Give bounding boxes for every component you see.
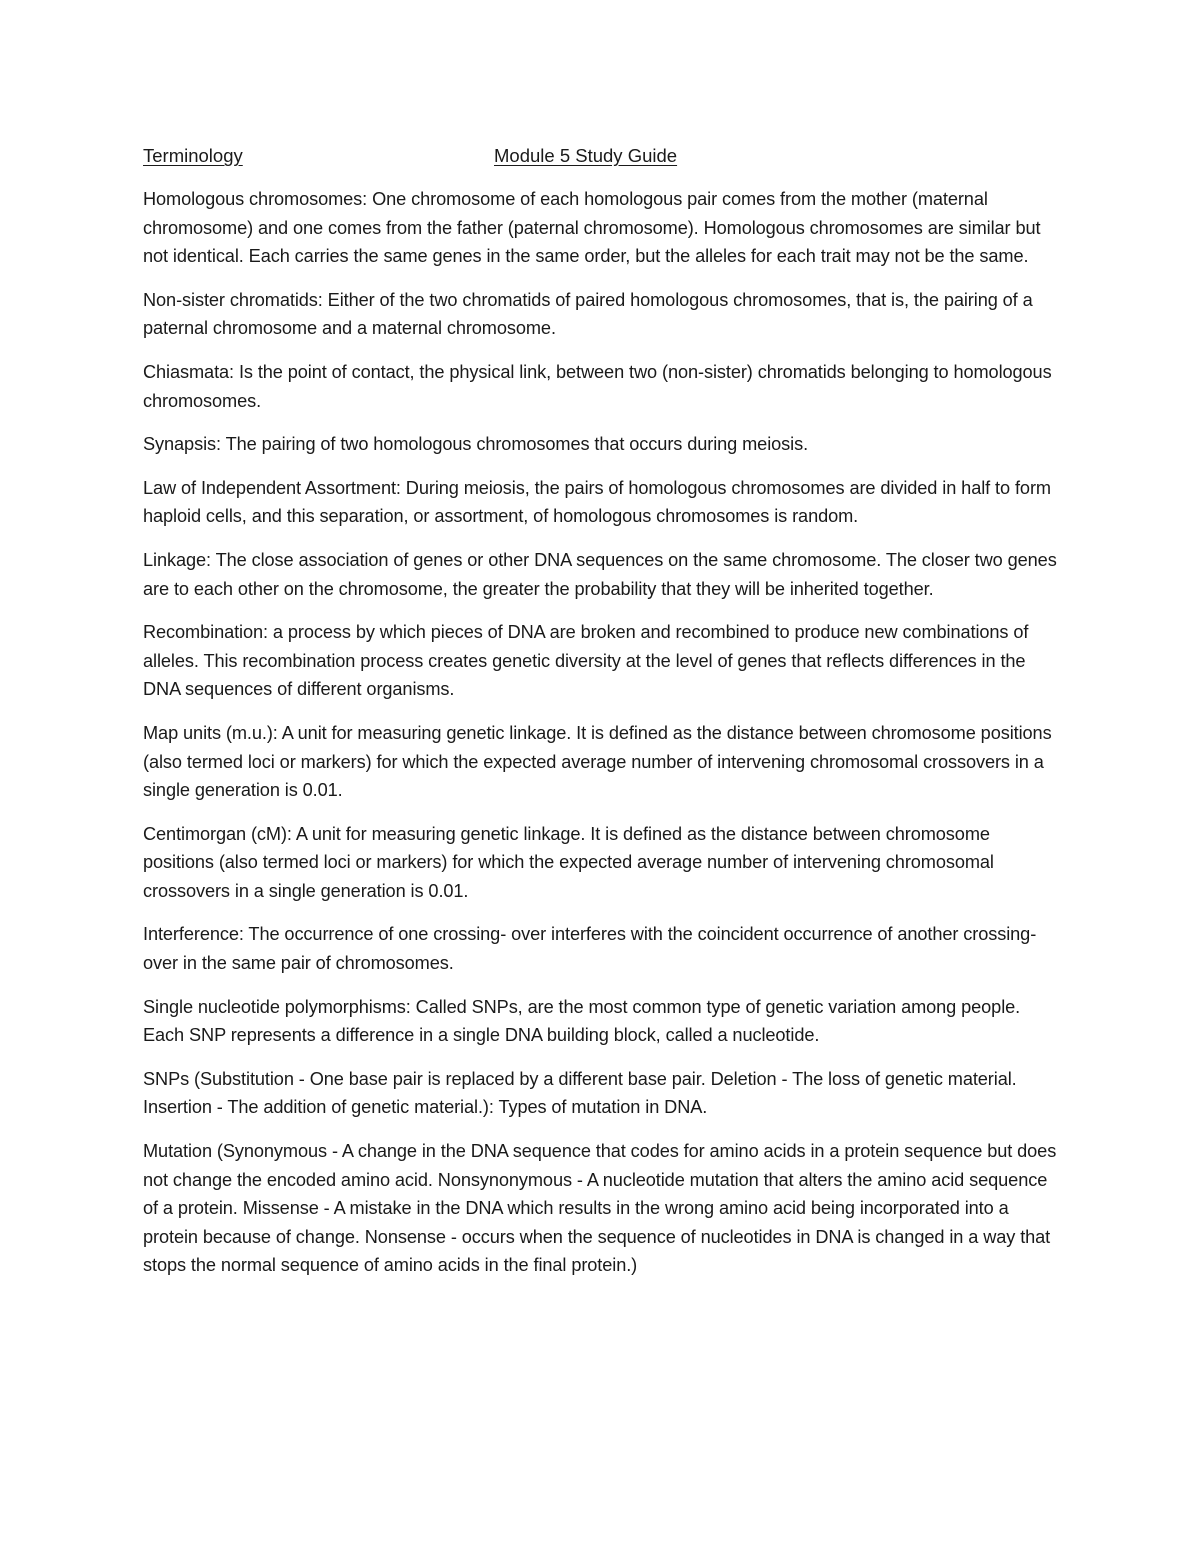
- term-homologous-chromosomes: Homologous chromosomes: One chromosome of each homologous pair comes from the mother (maternal chromosome) and one comes from the father (paternal chromosome). Homologous chromosomes are similar but not identical. Each carries the same genes in the same order, but the alleles for each trait may not be the same.: [143, 189, 1041, 267]
- term-non-sister-chromatids: Non-sister chromatids: Either of the two chromatids of paired homologous chromosomes, that is, the pairing of a paternal chromosome and a maternal chromosome.: [143, 289, 1033, 339]
- term-snp: Single nucleotide polymorphisms: Called SNPs, are the most common type of genetic variation among people. Each SNP represents a difference in a single DNA building block, called a nucleotide.: [143, 996, 1021, 1046]
- term-interference: Interference: The occurrence of one crossing- over interferes with the coincident occurrence of another crossing- over in the same pair of chromosomes.: [143, 924, 1037, 974]
- term-snp-types: SNPs (Substitution - One base pair is replaced by a different base pair. Deletion - The loss of genetic material. Insertion - The addition of genetic material.): Types of mutation in DNA.: [143, 1068, 1017, 1118]
- term-mutation: Mutation (Synonymous - A change in the DNA sequence that codes for amino acids in a protein sequence but does not change the encoded amino acid. Nonsynonymous - A nucleotide mutation that alters the amino acid sequence of a protein. Missense - A mistake in the DNA which results in the wrong amino acid being incorporated into a protein because of change. Nonsense - occurs when the sequence of nucleotides in DNA is changed in a way that stops the normal sequence of amino acids in the final protein.): [143, 1141, 1057, 1276]
- document-content: [143, 141, 1063, 1295]
- page-title: Module 5 Study Guide: [494, 145, 678, 166]
- term-centimorgan: Centimorgan (cM): A unit for measuring genetic linkage. It is defined as the distance between chromosome positions (also termed loci or markers) for which the expected average number of intervening chromosomal crossovers in a single generation is 0.01.: [143, 823, 994, 901]
- term-synapsis: Synapsis: The pairing of two homologous chromosomes that occurs during meiosis.: [143, 434, 809, 455]
- header-row: [143, 141, 1063, 171]
- term-recombination: Recombination: a process by which pieces of DNA are broken and recombined to produce new combinations of alleles. This recombination process creates genetic diversity at the level of genes that reflects differences in the DNA sequences of different organisms.: [143, 622, 1029, 700]
- term-independent-assortment: Law of Independent Assortment: During meiosis, the pairs of homologous chromosomes are divided in half to form haploid cells, and this separation, or assortment, of homologous chromosomes is random.: [143, 477, 1051, 527]
- term-linkage: Linkage: The close association of genes or other DNA sequences on the same chromosome. The closer two genes are to each other on the chromosome, the greater the probability that they will be inherited together.: [143, 549, 1057, 599]
- term-map-units: Map units (m.u.): A unit for measuring genetic linkage. It is defined as the distance between chromosome positions (also termed loci or markers) for which the expected average number of intervening chromosomal crossovers in a single generation is 0.01.: [143, 722, 1052, 801]
- section-label: Terminology: [143, 145, 243, 166]
- term-chiasmata: Chiasmata: Is the point of contact, the physical link, between two (non-sister) chromatids belonging to homologous chromosomes.: [143, 361, 1052, 411]
